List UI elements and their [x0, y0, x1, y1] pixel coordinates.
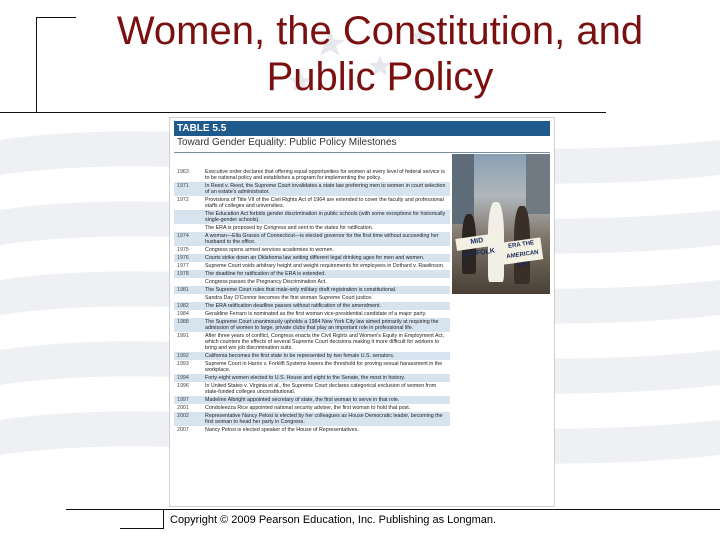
table-row — [174, 382, 450, 396]
row-year: 1977 — [177, 263, 189, 269]
table-row — [174, 168, 450, 182]
table-rows — [174, 168, 450, 434]
row-event: The deadline for ratification of the ERA is extended. — [205, 271, 326, 277]
row-year: 1997 — [177, 397, 189, 403]
row-event: Provisions of Title VII of the Civil Rights Act of 1964 are extended to cover the faculty and professional staffs of colleges and universities. — [205, 197, 444, 209]
row-year — [174, 295, 205, 301]
row-year: 1981 — [177, 287, 189, 293]
row-event: Congress passes the Pregnancy Discrimination Act. — [205, 279, 327, 285]
row-year — [174, 225, 205, 231]
row-year: 1984 — [177, 311, 189, 317]
row-event: Sandra Day O'Connor becomes the first woman Supreme Court justice. — [205, 295, 373, 301]
table-row — [174, 254, 450, 262]
photo-banner-right: ERA THE AMERICAN WAY — [501, 237, 544, 264]
row-year: 1992 — [177, 353, 189, 359]
table-row — [174, 224, 450, 232]
row-year: 1988 — [177, 319, 189, 325]
row-event: The ERA ratification deadline passes without ratification of the amendment. — [205, 303, 382, 309]
row-year — [174, 211, 205, 223]
row-event: The Supreme Court rules that male-only military draft registration is constitutional. — [205, 287, 397, 293]
footer-box-top — [120, 509, 164, 510]
table-row — [174, 246, 450, 254]
row-year: 1974 — [177, 233, 189, 239]
row-event: After three years of conflict, Congress enacts the Civil Rights and Women's Equity in Employment Act, which counters the effects of several Supreme Court decisions making it more difficult for workers to bring and win job discrimination suits. — [205, 333, 445, 351]
row-event: Nancy Pelosi is elected speaker of the House of Representatives. — [205, 427, 359, 433]
row-event: Courts strike down an Oklahoma law setting different legal drinking ages for men and women. — [205, 255, 425, 261]
top-left-vertical-line — [36, 17, 37, 113]
row-event: Supreme Court in Harris v. Forklift Systems lowers the threshold for proving sexual harassment in the workplace. — [205, 361, 443, 373]
table-row — [174, 310, 450, 318]
row-event: The ERA is proposed by Congress and sent to the states for ratification. — [205, 225, 374, 231]
row-event: Forty-eight women elected to U.S. House and eight to the Senate, the most in history. — [205, 375, 406, 381]
table-rule — [174, 152, 550, 153]
row-year: 1972 — [177, 197, 189, 203]
table-row — [174, 332, 450, 352]
table-label: TABLE 5.5 — [174, 121, 550, 136]
title-line-2: Public Policy — [266, 55, 494, 99]
row-year — [174, 279, 205, 285]
title-line-1: Women, the Constitution, and — [116, 9, 644, 53]
table-row — [174, 196, 450, 210]
table-row — [174, 232, 450, 246]
table-row — [174, 302, 450, 310]
table-row — [174, 262, 450, 270]
table-subtitle: Toward Gender Equality: Public Policy Milestones — [177, 137, 397, 148]
row-event: The Supreme Court unanimously upholds a 1984 New York City law aimed primarily at requiring the admission of women to large, private clubs that play an important role in professional life. — [205, 319, 439, 331]
row-year: 1993 — [177, 361, 189, 367]
row-event: In Reed v. Reed, the Supreme Court invalidates a state law preferring men to women in court selection of an estate's administrator. — [205, 183, 446, 195]
table-row — [174, 426, 450, 434]
row-event: Geraldine Ferraro is nominated as the first woman vice-presidential candidate of a major party. — [205, 311, 427, 317]
title-underline — [0, 112, 606, 113]
row-event: Madeline Albright appointed secretary of state, the first woman to serve in that role. — [205, 397, 400, 403]
row-event: The Education Act forbids gender discrimination in public schools (with some exceptions for historically single-gender schools). — [205, 211, 446, 223]
row-year: 1982 — [177, 303, 189, 309]
table-row — [174, 286, 450, 294]
table-row — [174, 270, 450, 278]
row-year: 2007 — [177, 427, 189, 433]
table-image — [170, 118, 554, 506]
row-year: 2002 — [177, 413, 189, 419]
row-event: Representative Nancy Pelosi is elected by her colleagues as House Democratic leader, becoming the first woman to head her party in Congress. — [205, 413, 443, 425]
table-row — [174, 294, 450, 302]
row-year: 1975 — [177, 247, 189, 253]
row-event: California becomes the first state to be represented by two female U.S. senators. — [205, 353, 395, 359]
row-year: 2001 — [177, 405, 189, 411]
table-row — [174, 352, 450, 360]
table-row — [174, 396, 450, 404]
table-row — [174, 318, 450, 332]
table-row — [174, 210, 450, 224]
table-row — [174, 182, 450, 196]
photo-banner-left: MID SUFFOLK — [455, 233, 498, 251]
row-year: 1971 — [177, 183, 189, 189]
row-year: 1978 — [177, 271, 189, 277]
row-event: In United States v. Virginia et al., the Supreme Court declares categorical exclusion of women from state-funded colleges unconstitutional. — [205, 383, 437, 395]
row-year: 1976 — [177, 255, 189, 261]
row-event: Executive order declares that offering equal opportunities for women at every level of federal service is to be national policy and establishes a program for implementing the policy. — [205, 169, 445, 181]
footer-box-vertical — [163, 509, 164, 529]
row-year: 1991 — [177, 333, 189, 339]
slide-title — [60, 8, 700, 100]
table-row — [174, 412, 450, 426]
footer-rule — [66, 509, 720, 510]
row-event: Congress opens armed services academies to women. — [205, 247, 334, 253]
row-year: 1994 — [177, 375, 189, 381]
row-event: Condoleezza Rice appointed national security adviser, the first woman to hold that post. — [205, 405, 411, 411]
protest-photo — [452, 154, 550, 294]
table-row — [174, 278, 450, 286]
copyright-footer: Copyright © 2009 Pearson Education, Inc. Publishing as Longman. — [170, 514, 497, 526]
table-row — [174, 404, 450, 412]
row-year: 1963 — [177, 169, 189, 175]
table-row — [174, 360, 450, 374]
photo-building — [526, 154, 550, 214]
table-row — [174, 374, 450, 382]
footer-box-bottom — [120, 528, 164, 529]
row-year: 1996 — [177, 383, 189, 389]
row-event: Supreme Court voids arbitrary height and weight requirements for employees in Dothard v. Rawlinson. — [205, 263, 445, 269]
row-event: A woman—Ella Grasso of Connecticut—is elected governor for the first time without succeeding her husband to the office. — [205, 233, 439, 245]
